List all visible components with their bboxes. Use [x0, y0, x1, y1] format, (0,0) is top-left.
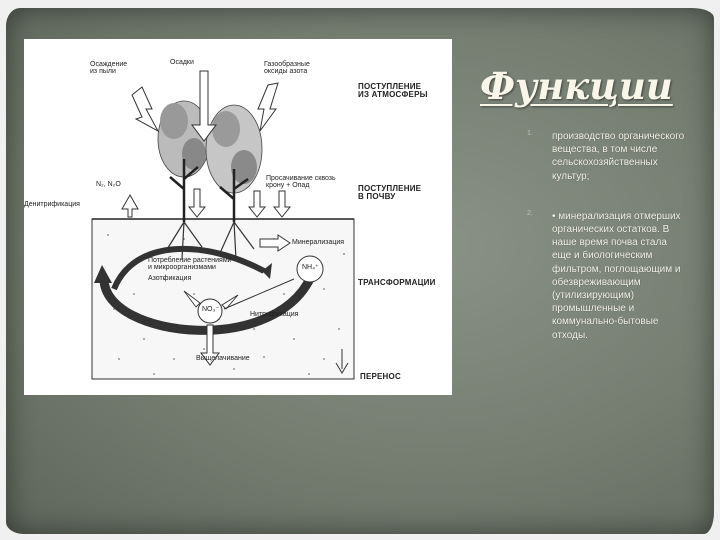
list-item: [527, 130, 687, 183]
functions-list: [527, 130, 687, 342]
list-item-number: 2.: [527, 209, 533, 217]
label-atmosphere-input: ПОСТУПЛЕНИЕ ИЗ АТМОСФЕРЫ: [358, 82, 428, 100]
label-azotification: Азотфикация: [148, 275, 192, 282]
label-uptake: Потребление растениями и микроорганизмами: [148, 257, 232, 272]
label-soil-input: ПОСТУПЛЕНИЕ В ПОЧВУ: [358, 184, 422, 202]
nitrogen-cycle-diagram: [24, 39, 452, 395]
label-throughfall: Просачивание сквозь крону + Опад: [266, 175, 336, 190]
list-item: [527, 210, 687, 342]
slide-title: Функции: [480, 64, 673, 108]
label-denitrification: Денитрификация: [24, 201, 80, 208]
label-mineralization: Минерализация: [292, 239, 345, 246]
label-transformations: ТРАНСФОРМАЦИИ: [358, 278, 436, 287]
label-no3: NO₃⁻: [202, 306, 220, 313]
list-item-text: производство органического вещества, в том числе сельскохозяйственных культур;: [552, 131, 685, 182]
denitrification-arrow: [122, 195, 138, 217]
label-gaseous-oxides: Газообразные оксиды азота: [264, 61, 310, 76]
label-nh4: NH₄⁺: [302, 264, 319, 271]
list-item-text: • минерализация отмерших органических остатков. В наше время почва стала еще и биологическим фильтром, поглощающим и обезвреживающим (утилизирующим) промышленные и коммунально-бытовые отходы.: [552, 210, 681, 341]
label-transfer: ПЕРЕНОС: [360, 372, 401, 381]
throughfall-arrows: [189, 189, 290, 217]
label-dust-deposition: Осаждение из пыли: [90, 61, 128, 76]
label-precipitation: Осадки: [170, 59, 194, 66]
label-leaching: Выщелачивание: [196, 355, 250, 362]
label-nitrification: Нитрификация: [250, 311, 299, 318]
label-n2-n2o: N₂, N₂O: [96, 181, 121, 188]
list-item-number: 1.: [527, 130, 533, 137]
